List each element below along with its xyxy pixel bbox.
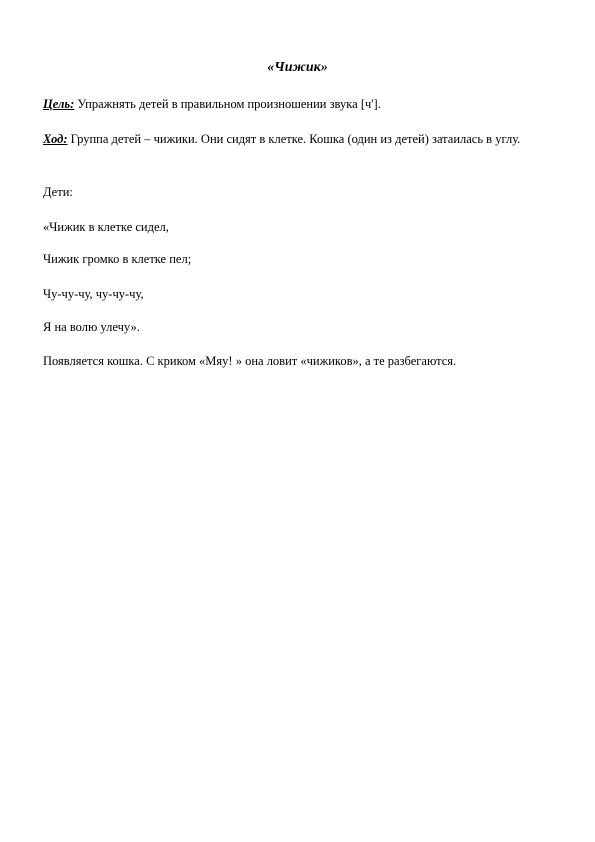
verse-line-3: Чу-чу-чу, чу-чу-чу, [43, 287, 144, 301]
children-label: Дети: [43, 185, 73, 199]
goal-paragraph [43, 95, 555, 113]
move-text: Группа детей – чижики. Они сидят в клетке. Кошка (один из детей) затаилась в углу. [67, 132, 521, 146]
page-title: «Чижик» [267, 60, 328, 75]
move-label: Ход: [43, 132, 68, 146]
move-paragraph [43, 130, 555, 148]
verse-line-1: «Чижик в клетке сидел, [43, 220, 169, 234]
verse-line-4: Я на волю улечу». [43, 320, 140, 334]
verse-line-2: Чижик громко в клетке пел; [43, 252, 192, 266]
goal-label: Цель: [43, 97, 75, 111]
goal-text: Упражнять детей в правильном произношении звука [ч']. [74, 97, 381, 111]
ending-paragraph: Появляется кошка. С криком «Мяу! » она ловит «чижиков», а те разбегаются. [43, 354, 457, 368]
